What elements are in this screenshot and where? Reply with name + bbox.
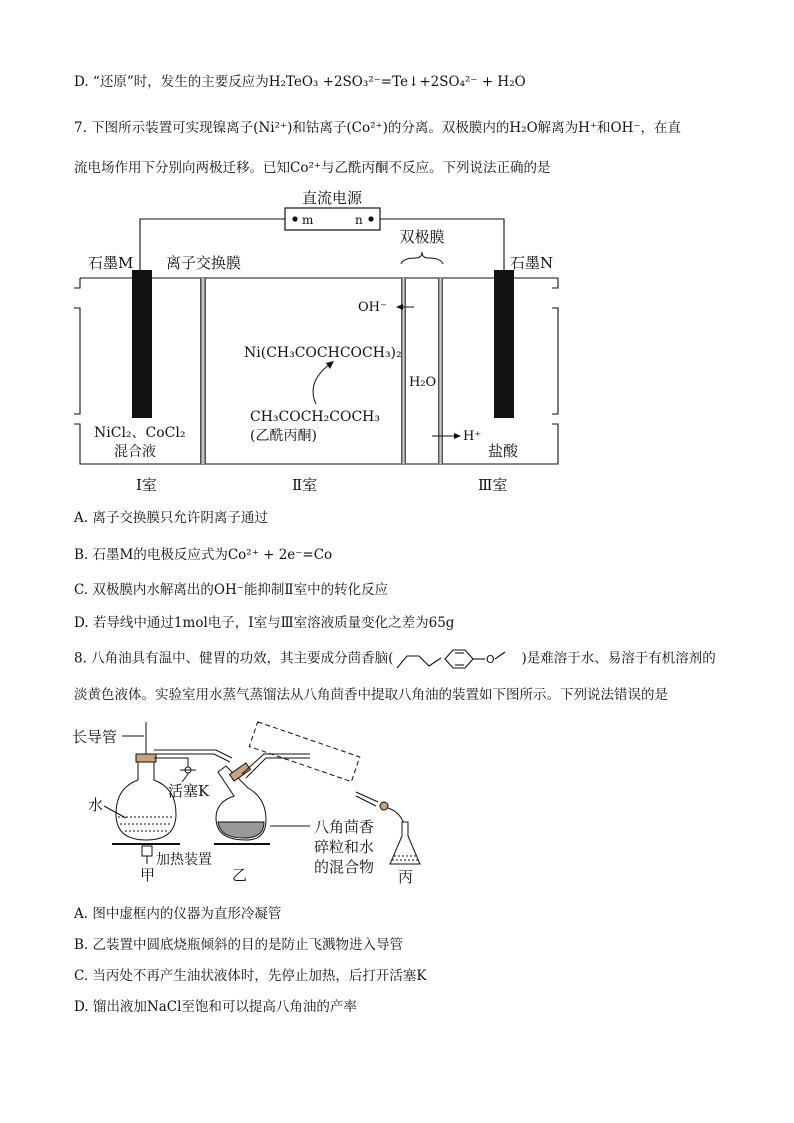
label-bing: 丙	[398, 868, 414, 886]
q8-option-d: D. 馏出液加NaCl至饱和可以提高八角油的产率	[74, 999, 357, 1015]
oh-label: OH⁻	[358, 300, 387, 315]
terminal-n-dot	[368, 216, 373, 221]
stopcock-label: 活塞K	[168, 782, 210, 800]
stopper-yi	[230, 763, 251, 781]
solution-3-label: 盐酸	[488, 442, 519, 460]
q7-stem-line2: 流电场作用下分别向两极迁移。已知Co²⁺与乙酰丙酮不反应。下列说法正确的是	[74, 160, 551, 176]
mixture-label-1: 八角茴香	[314, 818, 375, 836]
water-label: 水	[88, 796, 104, 814]
acac-name: (乙酰丙酮)	[250, 428, 317, 444]
power-supply-box	[285, 208, 380, 230]
oh-arrow	[396, 304, 403, 310]
q7-option-d: D. 若导线中通过1mol电子，Ⅰ室与Ⅲ室溶液质量变化之差为65g	[74, 615, 455, 631]
room-3-label: Ⅲ室	[478, 476, 508, 494]
q8-stem-line2: 淡黄色液体。实验室用水蒸气蒸馏法从八角茴香中提取八角油的装置如下图所示。下列说法错误的是	[74, 687, 668, 703]
steam-distillation-diagram	[70, 714, 430, 890]
q8-option-b: B. 乙装置中圆底烧瓶倾斜的目的是防止飞溅物进入导管	[74, 937, 404, 953]
electrode-m	[132, 270, 152, 418]
acac-label: CH₃COCH₂COCH₃	[250, 409, 380, 425]
ion-exchange-membrane	[200, 278, 206, 464]
anethole-structure-icon	[393, 646, 521, 672]
mixture-label-2: 碎粒和水	[314, 838, 375, 856]
adapter-joint	[380, 802, 388, 810]
bipolar-membrane-label: 双极膜	[399, 228, 445, 246]
condenser-dashed-box	[249, 722, 360, 782]
solution-1b-label: 混合液	[114, 444, 156, 460]
room-2-label: Ⅱ室	[292, 476, 318, 494]
terminal-m-dot	[292, 216, 297, 221]
h2o-label: H₂O	[409, 375, 437, 390]
electrode-n	[494, 270, 514, 418]
terminal-n-label: n	[355, 213, 363, 227]
h-label: H⁺	[463, 429, 482, 444]
bipolar-brace	[401, 252, 443, 264]
electrode-m-label: 石墨M	[88, 254, 134, 272]
electrode-n-label: 石墨N	[510, 254, 554, 272]
ion-membrane-label: 离子交换膜	[166, 254, 242, 272]
flask-bing	[390, 822, 420, 864]
q7-option-a: A. 离子交换膜只允许阴离子通过	[74, 510, 268, 526]
q7-stem-line1: 7. 下图所示装置可实现镍离子(Ni²⁺)和钴离子(Co²⁺)的分离。双极膜内的H₂O解离为H⁺和OH⁻，在直	[74, 120, 682, 136]
long-tube-label: 长导管	[72, 728, 118, 746]
mixture-label-3: 的混合物	[314, 858, 375, 876]
q8-option-a: A. 图中虚框内的仪器为直形冷凝管	[74, 906, 282, 922]
solution-1-label: NiCl₂、CoCl₂	[94, 425, 186, 441]
q7-option-b: B. 石墨M的电极反应式为Co²⁺ + 2e⁻=Co	[74, 547, 333, 563]
conversion-arrow	[313, 364, 330, 404]
q8-option-c: C. 当丙处不再产生油状液体时，先停止加热，后打开活塞K	[74, 968, 427, 984]
stopper-jia	[136, 754, 156, 762]
room-1-label: Ⅰ室	[136, 476, 157, 494]
complex-label: Ni(CH₃COCHCOCH₃)₂	[244, 345, 402, 361]
flask-jia	[116, 756, 176, 840]
electrolysis-diagram	[70, 186, 570, 498]
q6-option-d: D. “还原”时，发生的主要反应为H₂TeO₃ +2SO₃²⁻=Te↓+2SO₄²⁻ + H₂O	[74, 74, 526, 90]
terminal-m-label: m	[302, 213, 314, 227]
svg-text:O: O	[486, 653, 496, 666]
label-yi: 乙	[232, 866, 248, 884]
heater-label: 加热装置	[156, 852, 212, 868]
h-arrow	[454, 433, 461, 439]
q7-option-c: C. 双极膜内水解离出的OH⁻能抑制Ⅱ室中的转化反应	[74, 582, 389, 598]
q8-stem-line1: 8. 八角油具有温中、健胃的功效，其主要成分茴香脑( O )是难溶于水、易溶于有机溶剂的	[74, 646, 716, 672]
label-jia: 甲	[140, 866, 156, 884]
power-label: 直流电源	[301, 189, 363, 207]
